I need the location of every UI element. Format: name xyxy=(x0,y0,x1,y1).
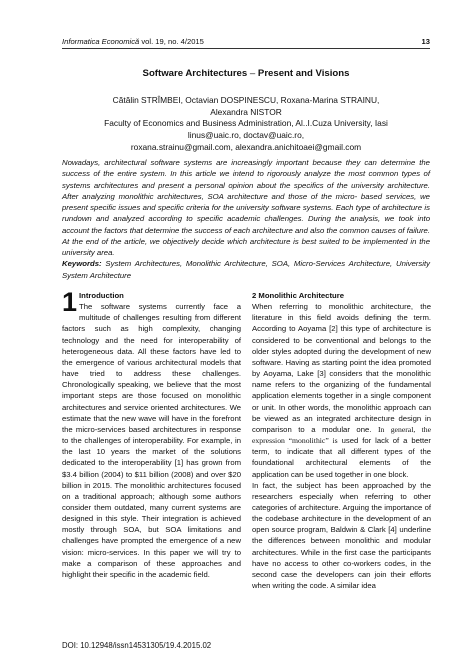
author-emails-line1: linus@uaic.ro, doctav@uaic.ro, xyxy=(187,130,305,141)
title-rest: Present and Visions xyxy=(257,68,350,79)
keywords-label: Keywords: xyxy=(62,259,102,269)
section1-heading: Introduction xyxy=(79,291,124,300)
title-dash: – xyxy=(249,68,256,79)
section2-para1-part-c: used for lack of a better term, to indicate that all different types of the foundational architectural elements of the application can be used together in one block. xyxy=(252,436,431,479)
page-number: 13 xyxy=(421,37,430,46)
section2-paragraph-2: In fact, the subject has been approached by the researchers especially when referring to other categories of architecture. Arguing the importance of the codebase architecture in the development of an open source program, Baldwin & Clark [4] underline the differences between monolithic and modular architectures. While in the first case the participants have no access to other co-workers codes, in the second case the developers can join their efforts when writing the code. A similar idea xyxy=(252,480,431,591)
author-block xyxy=(62,95,430,154)
paper-title xyxy=(62,68,430,79)
author-emails-line2: roxana.strainu@gmail.com, alexandra.anichitoaei@gmail.com xyxy=(130,141,362,152)
running-header xyxy=(62,37,430,46)
section2-paragraph-1 xyxy=(252,301,431,480)
journal-name: Informatica Economică xyxy=(62,37,140,46)
journal-volume: vol. 19, no. 4/2015 xyxy=(141,37,204,46)
keywords-list: System Architectures, Monolithic Architecture, SOA, Micro-Services Architecture, University System Architecture xyxy=(62,259,430,280)
author-affiliation: Faculty of Economics and Business Administration, Al..I.Cuza University, Iasi xyxy=(104,118,388,129)
doi-footer: DOI: 10.12948/issn14531305/19.4.2015.02 xyxy=(62,641,212,650)
left-column xyxy=(62,287,241,580)
title-main: Software Architectures xyxy=(142,68,248,79)
author-names-line2: Alexandra NISTOR xyxy=(210,106,282,117)
section2-para1-part-b: In general, the expression “monolithic” is xyxy=(252,424,431,446)
abstract-text: Nowadays, architectural software systems are increasingly important because they can determine the success of the entire system. In this article we intend to rigorously analyze the most common types of systems architectures and present a personal opinion about the specifics of the university architecture. After analyzing monolithic architectures, SOA architecture and those of the micro- based services, we present specific issues and specific criteria for the university software systems. Each type of architecture is rundown and analyzed according to specific academic challenges. During the analysis, we took into account the factors that determine the success of each architecture and also the common causes of failure. At the end of the article, we objectively decide which architecture is best suited to be implemented in the university area. xyxy=(62,158,430,257)
abstract xyxy=(62,157,430,281)
section1-dropcap: 1 xyxy=(62,287,78,317)
header-divider xyxy=(62,48,430,49)
right-column xyxy=(252,290,431,591)
section2-heading: 2 Monolithic Architecture xyxy=(252,291,344,300)
section2-para1-part-a: When referring to monolithic architecture, the literature in this field avoids defining the term. According to Aoyama [2] this type of architecture is considered to be conventional and belongs to the older styles adopted during the development of new software. Having as starting point the idea promoted by Aoyama, Lake [3] considers that the monolithic name refers to the organizing of the fundamental application elements together in a single component or unit. In other words, the monolithic approach can be viewed as an integrated architecture design in comparison to a modular one. xyxy=(252,302,431,434)
section1-body: The software systems currently face a multitude of challenges resulting from different factors such as high complexity, changing technology and the need for interoperability of heterogeneous data. All these factors have led to the emergence of various architectural models that have tried to address these challenges. Chronologically speaking, we believe that the most important steps are those focused on monolithic architectures and service oriented architectures. We estimate that the new wave will have in the forefront the micro-services based architectures in response to the challenges of interoperability. For example, in the last 10 years the market of the solutions dedicated to the interoperability [1] has grown from $3.4 billion (2004) to $11 billion (2008) and over $20 billion in 2015. The monolithic architectures focused on a traditional approach; although some authors consider them outdated, many current systems are designed in this style. Their integration is achieved mostly through SOA, but SOA limitations and challenges have prompted the emergence of a new vision: micro-services. In this paper we will try to make a comparison of these approaches and highlight their specific in the academic field. xyxy=(62,302,241,579)
author-names-line1: Cătălin STRÎMBEI, Octavian DOSPINESCU, Roxana-Marina STRAINU, xyxy=(112,95,380,105)
